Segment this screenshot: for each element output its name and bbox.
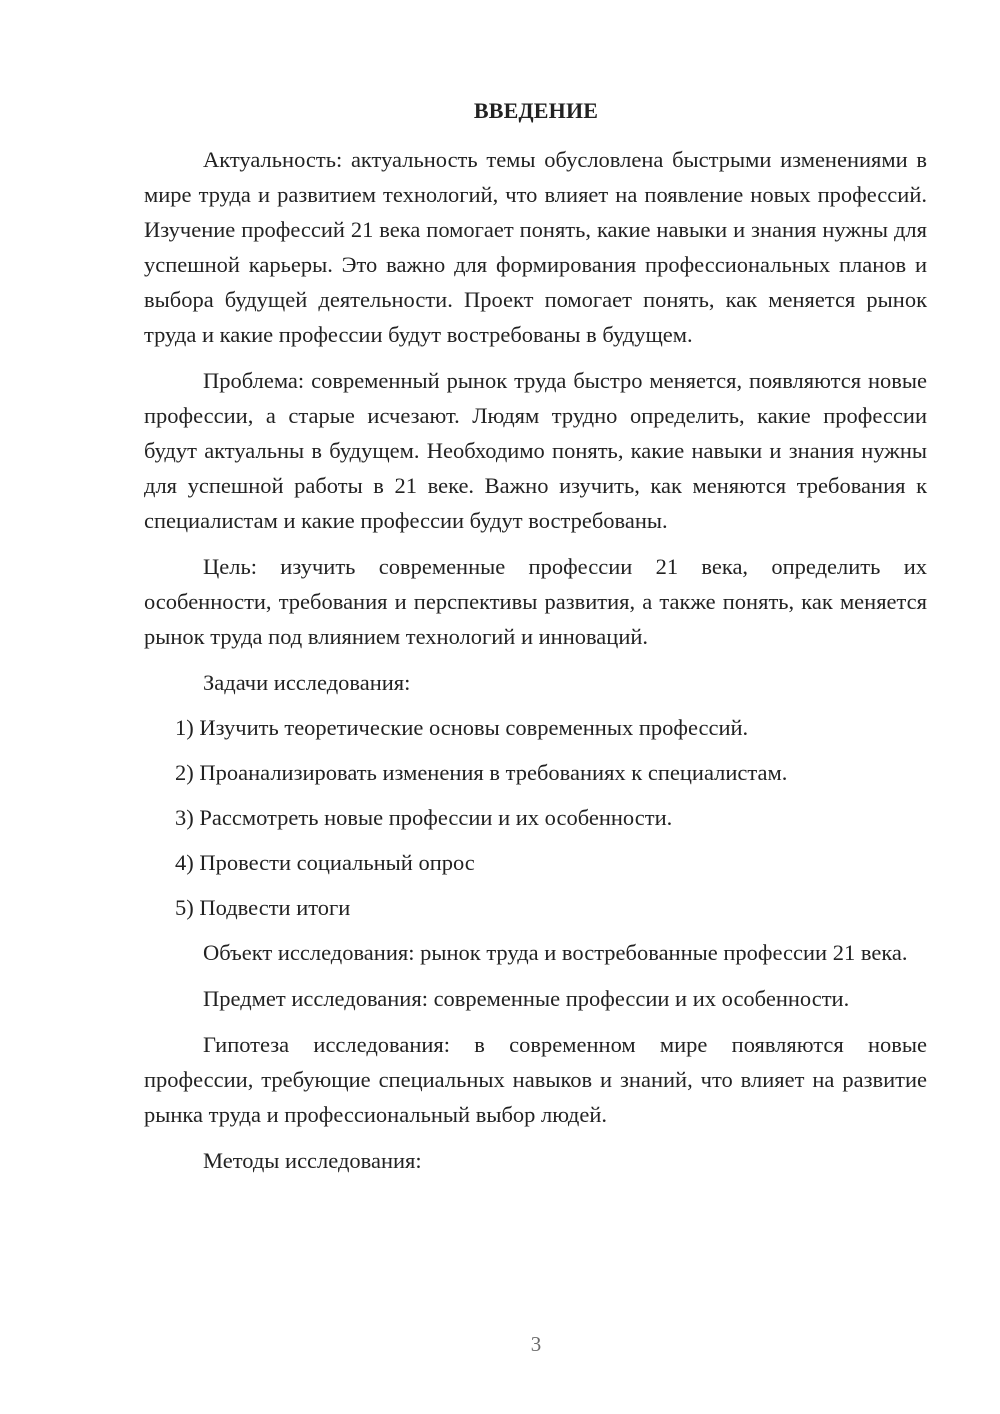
list-item: 3) Рассмотреть новые профессии и их особенности. [175,805,673,830]
relevance-paragraph: Актуальность: актуальность темы обусловлена быстрыми изменениями в мире труда и развитием технологий, что влияет на появление новых профессий. Изучение профессий 21 века помогает понять, какие навыки и знания нужны для успешной карьеры. Это важно для формирования профессиональных планов и выбора будущей деятельности. Проект помогает понять, как меняется рынок труда и какие профессии будут востребованы в будущем. [144,147,927,347]
section-title: ВВЕДЕНИЕ [473,98,599,123]
list-item: 5) Подвести итоги [175,895,351,920]
methods-heading: Методы исследования: [203,1148,422,1173]
document-body [144,142,927,1178]
object-paragraph: Объект исследования: рынок труда и востребованные профессии 21 века. [203,940,908,965]
list-item: 1) Изучить теоретические основы современных профессий. [175,715,749,740]
problem-paragraph: Проблема: современный рынок труда быстро меняется, появляются новые профессии, а старые исчезают. Людям трудно определить, какие профессии будут актуальны в будущем. Необходимо понять, какие навыки и знания нужны для успешной работы в 21 веке. Важно изучить, как меняются требования к специалистам и какие профессии будут востребованы. [144,368,927,533]
goal-paragraph: Цель: изучить современные профессии 21 века, определить их особенности, требования и перспективы развития, а также понять, как меняется рынок труда под влиянием технологий и инноваций. [144,554,927,649]
page-number: 3 [530,1332,542,1356]
tasks-heading: Задачи исследования: [203,670,411,695]
list-item: 4) Провести социальный опрос [175,850,475,875]
subject-paragraph: Предмет исследования: современные профессии и их особенности. [203,986,850,1011]
tasks-list [144,710,927,925]
list-item: 2) Проанализировать изменения в требованиях к специалистам. [175,760,788,785]
hypothesis-paragraph: Гипотеза исследования: в современном мире появляются новые профессии, требующие специальных навыков и знаний, что влияет на развитие рынка труда и профессиональный выбор людей. [144,1032,927,1127]
